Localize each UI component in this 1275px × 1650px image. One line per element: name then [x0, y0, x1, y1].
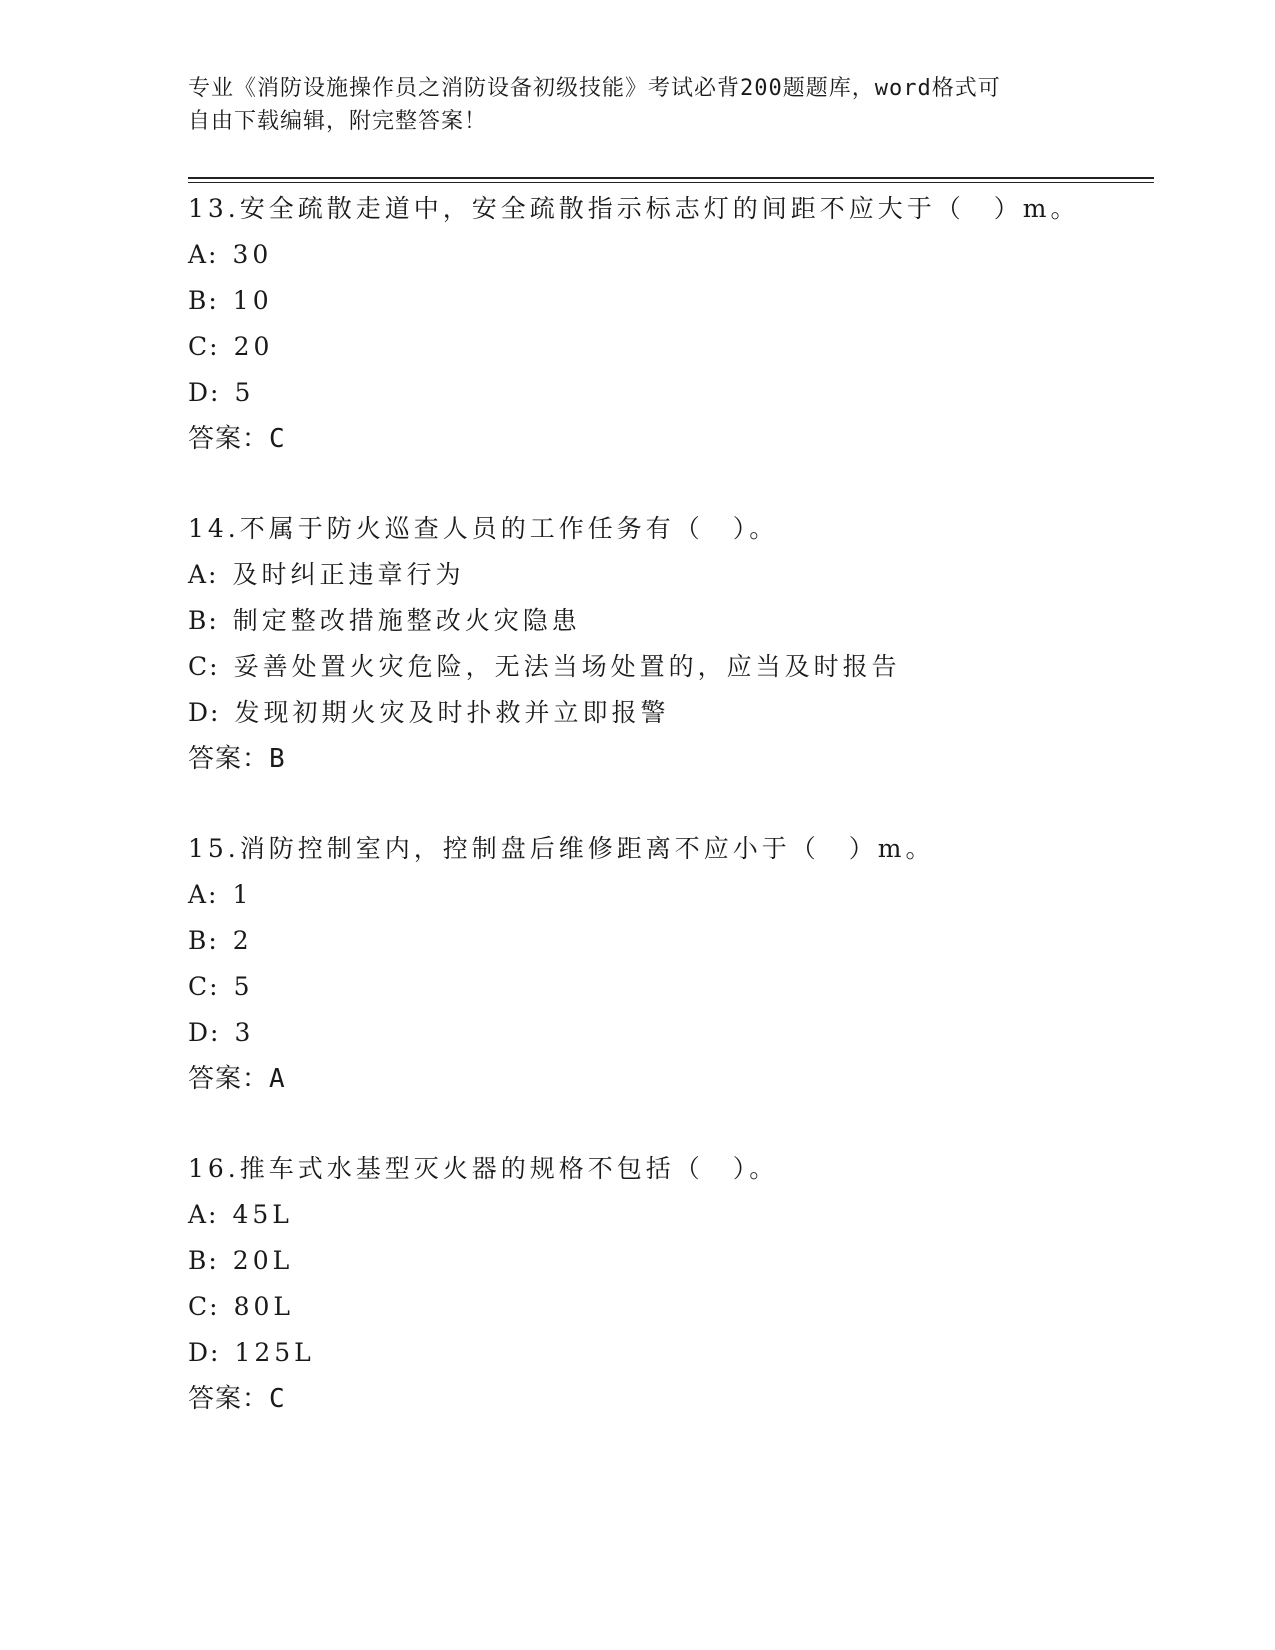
option-c: [188, 644, 1148, 690]
option-text: 30: [232, 240, 273, 269]
option-a: [188, 552, 1148, 598]
option-c: [188, 324, 1148, 370]
answer-label: 答案：C: [188, 424, 286, 454]
header-line-1: 专业《消防设施操作员之消防设备初级技能》考试必背200题题库，word格式可: [188, 76, 1001, 101]
option-b: [188, 918, 1148, 964]
option-text: 45L: [232, 1200, 293, 1229]
option-key: A:: [188, 560, 219, 589]
option-key: A:: [188, 880, 219, 909]
option-b: [188, 1238, 1148, 1284]
header-line-2: 自由下载编辑，附完整答案！: [188, 109, 488, 134]
option-key: D:: [188, 1018, 221, 1047]
question-13: [188, 186, 1148, 462]
question-stem: 15.消防控制室内，控制盘后维修距离不应小于（ ）m。: [188, 834, 935, 863]
option-key: D:: [188, 1338, 221, 1367]
option-b: [188, 598, 1148, 644]
option-text: 2: [232, 926, 253, 955]
option-text: 20L: [232, 1246, 294, 1275]
option-key: B:: [188, 926, 219, 955]
option-d: [188, 370, 1148, 416]
option-key: B:: [188, 1246, 219, 1275]
option-text: 80L: [233, 1292, 294, 1321]
option-text: 20: [233, 332, 274, 361]
option-text: 妥善处置火灾危险，无法当场处置的，应当及时报告: [233, 652, 901, 681]
option-text: 制定整改措施整改火灾隐患: [232, 606, 581, 635]
option-d: [188, 690, 1148, 736]
header-divider-thin: [188, 182, 1154, 183]
option-key: B:: [188, 286, 219, 315]
option-key: D:: [188, 698, 221, 727]
question-16: [188, 1146, 1148, 1422]
option-text: 125L: [234, 1338, 315, 1367]
option-key: A:: [188, 1200, 219, 1229]
option-c: [188, 1284, 1148, 1330]
option-text: 10: [232, 286, 273, 315]
option-d: [188, 1330, 1148, 1376]
option-key: D:: [188, 378, 221, 407]
option-c: [188, 964, 1148, 1010]
document-header: [188, 72, 1068, 138]
option-text: 发现初期火灾及时扑救并立即报警: [234, 698, 670, 727]
option-key: A:: [188, 240, 219, 269]
answer-label: 答案：B: [188, 744, 286, 774]
option-a: [188, 1192, 1148, 1238]
question-14: [188, 506, 1148, 782]
option-text: 5: [233, 972, 254, 1001]
header-divider: [188, 177, 1154, 179]
option-text: 5: [234, 378, 255, 407]
question-stem: 14.不属于防火巡查人员的工作任务有（ ）。: [188, 514, 779, 543]
option-text: 及时纠正违章行为: [232, 560, 465, 589]
question-stem: 13.安全疏散走道中，安全疏散指示标志灯的间距不应大于（ ）m。: [188, 194, 1080, 223]
option-a: [188, 872, 1148, 918]
question-stem: 16.推车式水基型灭火器的规格不包括（ ）。: [188, 1154, 779, 1183]
answer-label: 答案：C: [188, 1384, 286, 1414]
option-d: [188, 1010, 1148, 1056]
option-key: C:: [188, 1292, 220, 1321]
option-b: [188, 278, 1148, 324]
option-key: B:: [188, 606, 219, 635]
option-a: [188, 232, 1148, 278]
question-15: [188, 826, 1148, 1102]
option-key: C:: [188, 972, 220, 1001]
option-text: 3: [234, 1018, 255, 1047]
answer-label: 答案：A: [188, 1064, 286, 1094]
option-text: 1: [232, 880, 253, 909]
option-key: C:: [188, 332, 220, 361]
option-key: C:: [188, 652, 220, 681]
